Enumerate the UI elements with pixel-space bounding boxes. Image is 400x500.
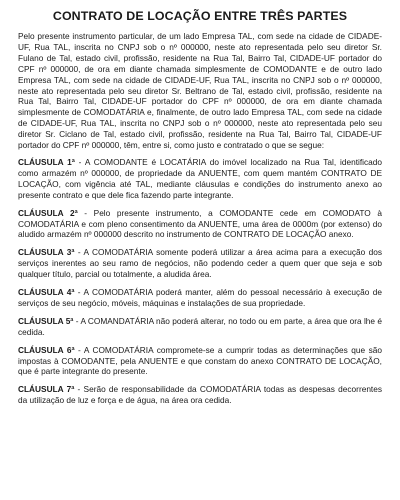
clause-4-label: CLÁUSULA 4ª [18,287,75,298]
clause-1-label: CLÁUSULA 1ª [18,156,75,167]
clause-7-text: - Serão de responsabilidade da COMODATÁRIA todas as despesas decorrentes da utilização de luz e força e de água, na área ora cedida. [18,384,382,406]
document-title: CONTRATO DE LOCAÇÃO ENTRE TRÊS PARTES [52,9,348,23]
clause-4 [18,287,382,309]
clause-6 [18,345,382,378]
clause-6-label: CLÁUSULA 6ª [18,344,75,355]
clause-7-label: CLÁUSULA 7ª [18,384,75,395]
clause-2 [18,208,382,241]
clause-3 [18,247,382,280]
clause-1-text: - A COMODANTE é LOCATÁRIA do imóvel localizado na Rua Tal, identificado como armazém nº 000000, de propriedade da ANUENTE, com quem mantém CONTRATO DE LOCAÇÃO, com vigência até TAL, mediante cláusulas e condições do instrumento anexo ao presente contrato e que dele fica fazendo parte integrante. [18,156,383,200]
clause-5-text: - A COMANDATÁRIA não poderá alterar, no todo ou em parte, a área que ora lhe é cedida. [18,315,383,337]
clause-2-text: - Pelo presente instrumento, a COMODANTE cede em COMODATO à COMODATÁRIA e com pleno consentimento da ANUENTE, uma área de 0000m (por extenso) do aludido armazém nº 000000 descrito no instrumento de CONTRATO DE LOCAÇÃO anexo. [18,207,382,240]
clause-1 [18,157,382,201]
clause-6-text: - A COMODATÁRIA compromete-se a cumprir todas as determinações que são impostas à COMODANTE, pela ANUENTE e que constam do anexo CONTRATO DE LOCAÇÃO, que é parte integrante do presente. [18,344,382,377]
clause-3-text: - A COMODATÁRIA somente poderá utilizar a área acima para a execução dos serviços inerentes ao seu ramo de negócios, não podendo ceder a quem quer que seja e sob qualquer título, parcial ou totalmente, a aludida área. [18,247,382,280]
clause-5 [18,316,382,338]
intro-paragraph: Pelo presente instrumento particular, de um lado Empresa TAL, com sede na cidade de CIDADE-UF, Rua TAL, inscrita no CNPJ sob o nº 000000, neste ato representada pelo seu diretor Sr. Fulano de Tal, estado civil, profissão, residente na Rua Tal, Bairro Tal, CIDADE-UF portador do CPF nº 000000, de ora em diante chamada simplesmente de COMODANTE e de outro lado Empresa TAL, com sede na cidade de CIDADE-UF, Rua TAL, inscrita no CNPJ sob o nº 000000, neste ato representada pelo seu diretor Sr. Beltrano de Tal, estado civil, profissão, residente na Rua Tal, Bairro Tal, CIDADE-UF portador do CPF nº 000000, de ora em diante chamada simplesmente de COMODATÁRIA e, finalmente, de outro lado Empresa TAL, com sede na cidade de CIDADE-UF, Rua TAL, inscrita no CNPJ sob o nº 000000, neste ato representada pelo seu diretor Sr. Ciclano de Tal, estado civil, profissão, residente na Rua Tal, Bairro Tal, CIDADE-UF portador do CPF nº 000000, têm, entre si, como justo e contratado o que se segue: [18,31,382,151]
clause-3-label: CLÁUSULA 3ª [18,247,75,258]
clause-4-text: - A COMODATÁRIA poderá manter, além do pessoal necessário à execução de serviços de seu negócio, móveis, máquinas e instalações de sua propriedade. [18,287,382,308]
clause-5-label: CLÁUSULA 5ª [18,315,74,326]
clause-7 [18,384,382,406]
clause-2-label: CLÁUSULA 2ª [18,207,78,218]
